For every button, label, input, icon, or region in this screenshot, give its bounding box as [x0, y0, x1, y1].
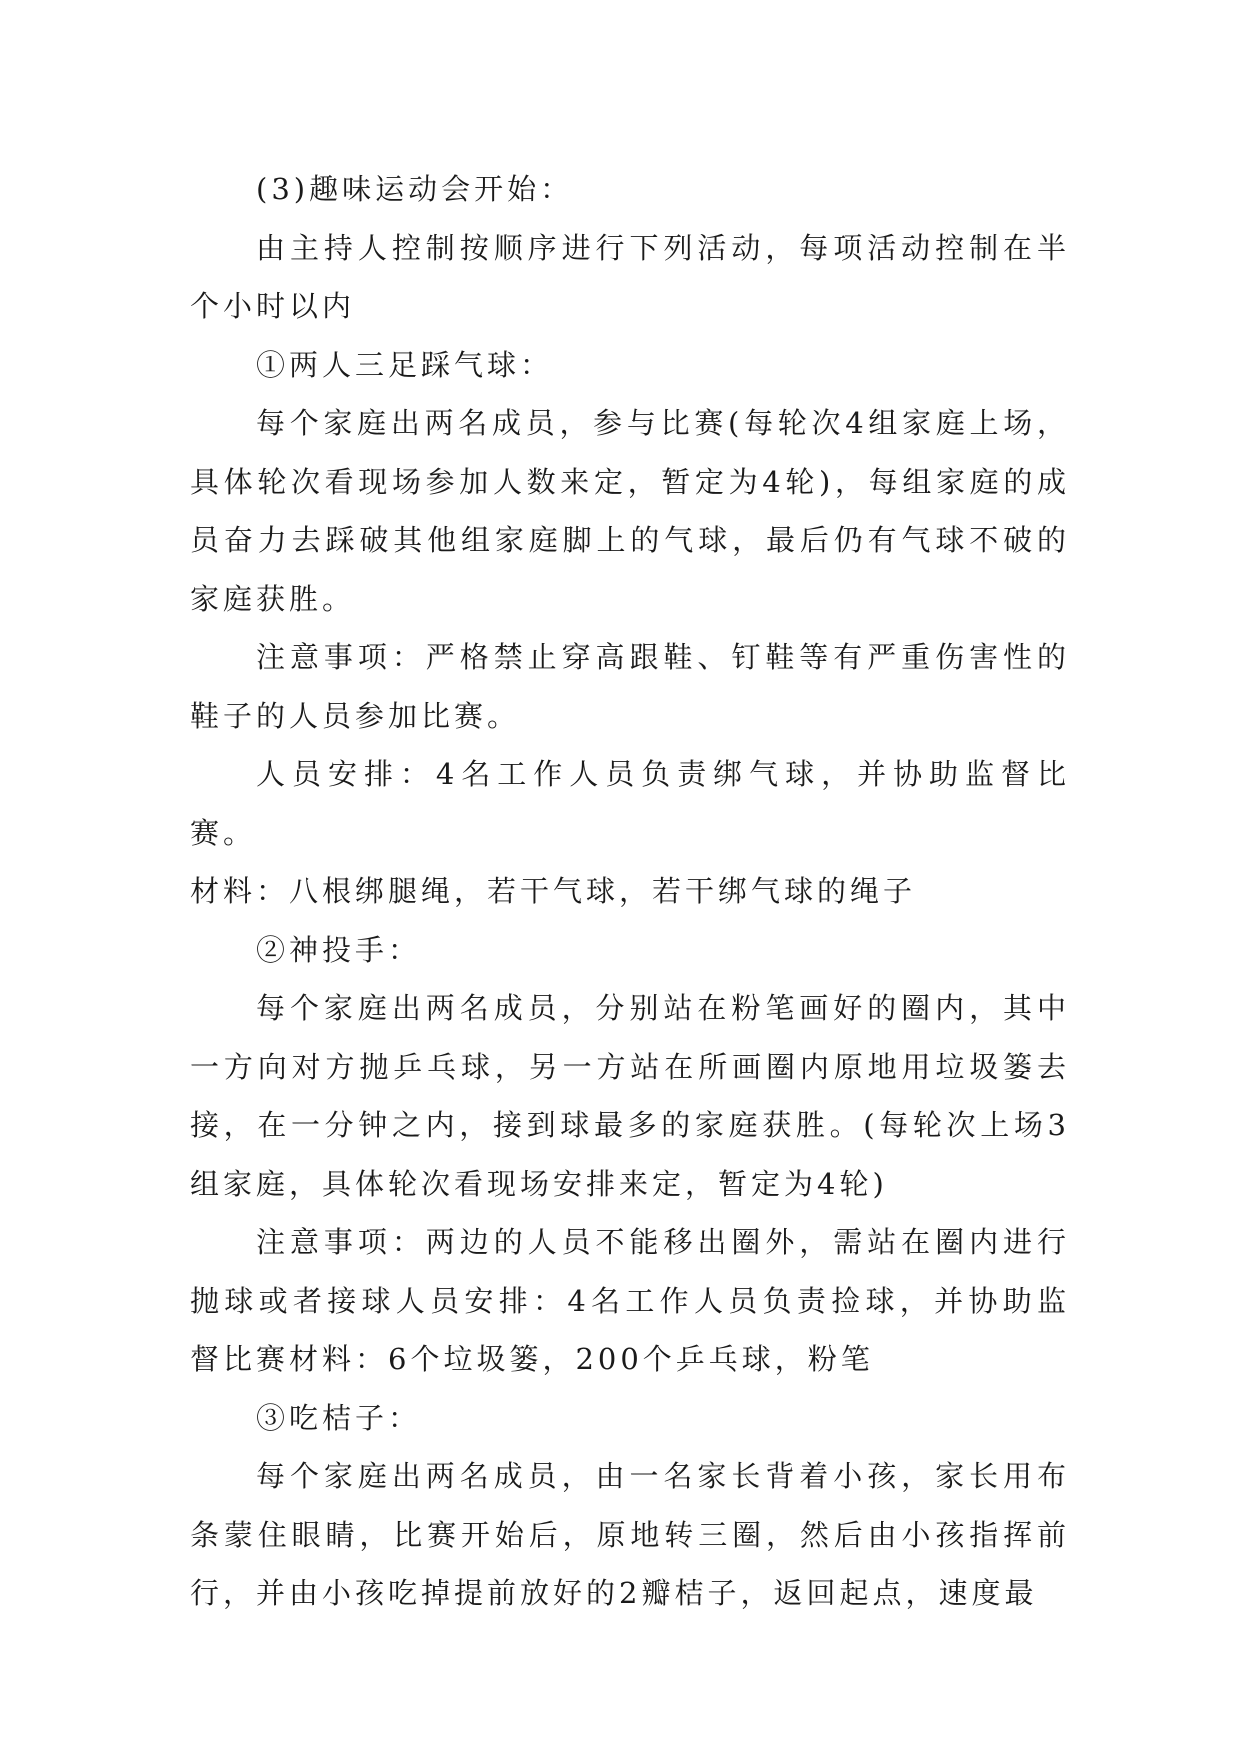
paragraph-activity-2-rules: 每个家庭出两名成员，分别站在粉笔画好的圈内，其中一方向对方抛乒乓球，另一方站在所画圈内原地用垃圾篓去接，在一分钟之内，接到球最多的家庭获胜。(每轮次上场3组家庭，具体轮次看现场安排来定，暂定为4轮) [190, 991, 1070, 1201]
paragraph-activity-1-materials: 材料：八根绑腿绳，若干气球，若干绑气球的绳子 [190, 874, 917, 908]
paragraph-section-heading: (3)趣味运动会开始： [256, 172, 574, 206]
paragraph-activity-3-title: ③吃桔子： [256, 1400, 422, 1435]
paragraph-activity-3-rules: 每个家庭出两名成员，由一名家长背着小孩，家长用布条蒙住眼睛，比赛开始后，原地转三圈，然后由小孩指挥前行，并由小孩吃掉提前放好的2瓣桔子，返回起点，速度最 [190, 1459, 1070, 1610]
paragraph-activity-1-rules: 每个家庭出两名成员，参与比赛(每轮次4组家庭上场，具体轮次看现场参加人数来定，暂定为4轮)，每组家庭的成员奋力去踩破其他组家庭脚上的气球，最后仍有气球不破的家庭获胜。 [190, 406, 1070, 616]
paragraph-activity-1-staff: 人员安排：4名工作人员负责绑气球，并协助监督比赛。 [190, 757, 1070, 850]
paragraph-activity-2-title: ②神投手： [256, 932, 422, 967]
paragraph-activity-1-title: ①两人三足踩气球： [256, 347, 554, 382]
paragraph-intro: 由主持人控制按顺序进行下列活动，每项活动控制在半个小时以内 [190, 230, 1070, 323]
document-body [190, 160, 1070, 1623]
paragraph-activity-1-notes: 注意事项：严格禁止穿高跟鞋、钉鞋等有严重伤害性的鞋子的人员参加比赛。 [190, 640, 1070, 733]
paragraph-activity-2-notes: 注意事项：两边的人员不能移出圈外，需站在圈内进行抛球或者接球人员安排：4名工作人员负责捡球，并协助监督比赛材料：6个垃圾篓，200个乒乓球，粉笔 [190, 1225, 1070, 1376]
